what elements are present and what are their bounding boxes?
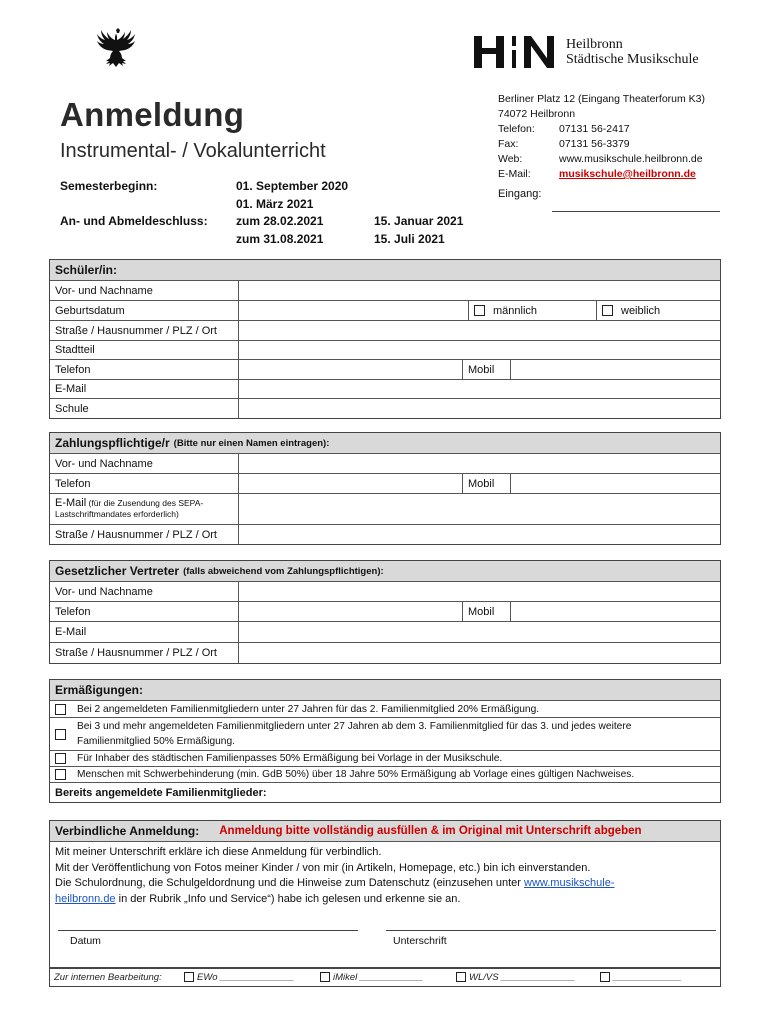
address-key: Web: — [498, 153, 523, 165]
other-label: _____________ — [613, 971, 682, 983]
field-label: Telefon — [50, 360, 239, 379]
guardian-section — [49, 560, 721, 664]
address-street: Berliner Platz 12 (Eingang Theaterforum K3) — [498, 93, 705, 105]
date-label: Datum — [70, 935, 101, 947]
discount-option-4[interactable] — [50, 767, 720, 783]
binding-heading — [50, 821, 720, 842]
signature-line[interactable] — [386, 930, 716, 931]
student-heading — [50, 260, 720, 281]
discount-option-1[interactable] — [50, 701, 720, 718]
discount-option-3[interactable] — [50, 751, 720, 767]
gender-male-option[interactable] — [469, 301, 597, 320]
address-phone-row — [498, 122, 705, 137]
email-note-2: Lastschriftmandates erforderlich) — [55, 509, 179, 519]
payer-name-field[interactable] — [239, 454, 720, 473]
discounts-section — [49, 679, 721, 803]
field-label: Straße / Hausnummer / PLZ / Ort — [50, 525, 239, 544]
student-district-row — [50, 341, 720, 360]
binding-text — [50, 842, 720, 968]
school-website-link-cont[interactable]: heilbronn.de — [55, 892, 116, 905]
discount-checkbox-3[interactable] — [55, 753, 66, 764]
address-city: 74072 Heilbronn — [498, 108, 576, 120]
payer-phone-row — [50, 474, 720, 494]
address-fax-row — [498, 137, 705, 152]
address-value: 07131 56-3379 — [559, 138, 630, 150]
student-phone-field[interactable] — [239, 360, 463, 379]
discount-checkbox-1[interactable] — [55, 704, 66, 715]
student-email-field[interactable] — [239, 380, 720, 398]
payer-heading-text: Zahlungspflichtige/r — [55, 436, 170, 450]
discount-text-3: Für Inhaber des städtischen Familienpasses 50% Ermäßigung bei Vorlage in der Musikschule. — [77, 753, 503, 764]
guardian-phone-row — [50, 602, 720, 622]
page-subtitle: Instrumental- / Vokalunterricht — [60, 140, 326, 162]
guardian-name-row — [50, 582, 720, 602]
student-phone-row — [50, 360, 720, 380]
binding-line-1: Mit meiner Unterschrift erkläre ich diese Anmeldung für verbindlich. — [55, 846, 382, 858]
deadline-1a: zum 28.02.2021 — [236, 214, 324, 228]
address-email-row — [498, 167, 705, 182]
mobile-label: Mobil — [463, 602, 511, 621]
female-label: weiblich — [621, 304, 661, 317]
payer-section — [49, 432, 721, 545]
student-address-field[interactable] — [239, 321, 720, 340]
guardian-name-field[interactable] — [239, 582, 720, 601]
payer-phone-field[interactable] — [239, 474, 463, 493]
student-school-field[interactable] — [239, 399, 720, 418]
address-web-row — [498, 152, 705, 167]
binding-heading-text: Verbindliche Anmeldung: — [55, 824, 200, 838]
semester-date-1: 01. September 2020 — [236, 179, 349, 193]
email-label: E-Mail — [55, 497, 87, 509]
payer-email-label — [50, 494, 239, 524]
wlvs-checkbox[interactable] — [456, 972, 466, 982]
student-section — [49, 259, 721, 419]
field-label: Schule — [50, 399, 239, 418]
guardian-email-field[interactable] — [239, 622, 720, 642]
guardian-heading-note: (falls abweichend vom Zahlungspflichtigen): — [183, 565, 384, 577]
discount-checkbox-2[interactable] — [55, 729, 66, 740]
eingang-label: Eingang: — [498, 188, 542, 200]
internal-processing-bar — [49, 967, 721, 987]
student-heading-text: Schüler/in: — [55, 263, 118, 277]
semester-date-2: 01. März 2021 — [236, 197, 314, 211]
binding-line-3: Die Schulordnung, die Schulgeldordnung und die Hinweise zum Datenschutz (einzusehen unter — [55, 877, 525, 889]
payer-address-row — [50, 525, 720, 544]
guardian-address-field[interactable] — [239, 643, 720, 663]
deadline-2b: 15. Juli 2021 — [374, 232, 445, 246]
student-school-row — [50, 399, 720, 418]
payer-address-field[interactable] — [239, 525, 720, 544]
school-website-link[interactable]: www.musikschule- — [524, 877, 615, 889]
discounts-heading-text: Ermäßigungen: — [55, 683, 144, 697]
address-block — [498, 92, 705, 182]
student-birthdate-field[interactable] — [239, 301, 469, 320]
school-name — [566, 37, 699, 67]
discount-text-4: Menschen mit Schwerbehinderung (min. GdB 50%) über 18 Jahre 50% Ermäßigung ab Vorlage eines gültigen Nachweises. — [77, 769, 635, 780]
guardian-address-row — [50, 643, 720, 663]
field-label: E-Mail — [50, 380, 239, 398]
internal-label: Zur internen Bearbeitung: — [54, 971, 162, 983]
address-key: Fax: — [498, 138, 519, 150]
date-line[interactable] — [58, 930, 358, 931]
student-name-row — [50, 281, 720, 301]
guardian-phone-field[interactable] — [239, 602, 463, 621]
ewo-label: EWo ______________ — [197, 971, 295, 983]
field-label: Telefon — [50, 474, 239, 493]
discount-text-2-cont: Familienmitglied 50% Ermäßigung. — [77, 736, 235, 747]
ewo-checkbox[interactable] — [184, 972, 194, 982]
mobile-label: Mobil — [463, 474, 511, 493]
email-link[interactable]: musikschule@heilbronn.de — [559, 168, 696, 180]
internal-ewo[interactable] — [184, 972, 320, 983]
deadline-2a: zum 31.08.2021 — [236, 232, 324, 246]
wlvs-label: WL/VS ______________ — [469, 971, 576, 983]
discount-option-2[interactable] — [50, 718, 720, 751]
payer-heading-note: (Bitte nur einen Namen eintragen): — [173, 437, 330, 449]
discount-checkbox-4[interactable] — [55, 769, 66, 780]
other-checkbox[interactable] — [600, 972, 610, 982]
field-label: Telefon — [50, 602, 239, 621]
payer-mobile-field[interactable] — [511, 474, 720, 493]
binding-line-2: Mit der Veröffentlichung von Fotos meiner Kinder / von mir (in Artikeln, Homepage, etc.) bin ich einverstanden. — [55, 861, 591, 874]
field-label: Straße / Hausnummer / PLZ / Ort — [50, 321, 239, 340]
field-label: Vor- und Nachname — [50, 281, 239, 300]
page-title: Anmeldung — [60, 96, 245, 133]
payer-name-row — [50, 454, 720, 474]
student-district-field[interactable] — [239, 341, 720, 359]
heilbronn-eagle-logo — [94, 28, 142, 74]
eingang-line[interactable] — [552, 211, 720, 212]
guardian-heading-text: Gesetzlicher Vertreter — [55, 564, 180, 578]
discount-text-2: Bei 3 und mehr angemeldeten Familienmitgliedern unter 27 Jahren ab dem 3. Familienmitglied für das 3. und jedes weitere — [77, 721, 632, 732]
male-label: männlich — [493, 304, 538, 317]
internal-wlvs[interactable] — [456, 972, 600, 983]
guardian-email-row — [50, 622, 720, 643]
field-label: Vor- und Nachname — [50, 454, 239, 473]
binding-notice: Anmeldung bitte vollständig ausfüllen & im Original mit Unterschrift abgeben — [219, 825, 642, 837]
guardian-mobile-field[interactable] — [511, 602, 720, 621]
field-label: Vor- und Nachname — [50, 582, 239, 601]
semester-label: Semesterbeginn: — [60, 179, 158, 193]
hn-logo — [474, 34, 556, 70]
internal-other[interactable] — [600, 972, 682, 983]
deadline-label: An- und Abmeldeschluss: — [60, 214, 208, 228]
discounts-heading — [50, 680, 720, 701]
email-note-1: (für die Zusendung des SEPA- — [88, 498, 204, 508]
address-value: 07131 56-2417 — [559, 123, 630, 135]
payer-email-field[interactable] — [239, 494, 720, 524]
discount-text-1: Bei 2 angemeldeten Familienmitgliedern unter 27 Jahren für das 2. Familienmitglied 20% Ermäßigung. — [77, 703, 540, 715]
school-name-line1: Heilbronn — [566, 37, 623, 52]
registered-family-members-field[interactable]: Bereits angemeldete Familienmitglieder: — [55, 786, 267, 799]
student-mobile-field[interactable] — [511, 360, 720, 379]
student-address-row — [50, 321, 720, 341]
mobile-label: Mobil — [463, 360, 511, 379]
binding-registration-section — [49, 820, 721, 969]
payer-heading — [50, 433, 720, 454]
binding-line-4: in der Rubrik „Info und Service“) habe ich gelesen und erkenne sie an. — [115, 892, 461, 905]
field-label: Stadtteil — [50, 341, 239, 359]
field-label: E-Mail — [50, 622, 239, 642]
deadline-1b: 15. Januar 2021 — [374, 214, 464, 228]
internal-imikel[interactable] — [320, 972, 456, 983]
field-label: Geburtsdatum — [50, 301, 239, 320]
imikel-label: iMikel ____________ — [333, 971, 424, 983]
web-link[interactable]: www.musikschule.heilbronn.de — [559, 153, 703, 165]
student-email-row — [50, 380, 720, 399]
male-checkbox[interactable] — [474, 305, 485, 316]
gender-female-option[interactable] — [597, 301, 720, 320]
address-key: E-Mail: — [498, 168, 531, 180]
student-name-field[interactable] — [239, 281, 720, 300]
student-birth-row — [50, 301, 720, 321]
field-label: Straße / Hausnummer / PLZ / Ort — [50, 643, 239, 663]
address-key: Telefon: — [498, 123, 535, 135]
school-name-line2: Städtische Musikschule — [566, 52, 699, 67]
guardian-heading — [50, 561, 720, 582]
imikel-checkbox[interactable] — [320, 972, 330, 982]
signature-label: Unterschrift — [393, 935, 447, 947]
payer-email-row — [50, 494, 720, 525]
female-checkbox[interactable] — [602, 305, 613, 316]
